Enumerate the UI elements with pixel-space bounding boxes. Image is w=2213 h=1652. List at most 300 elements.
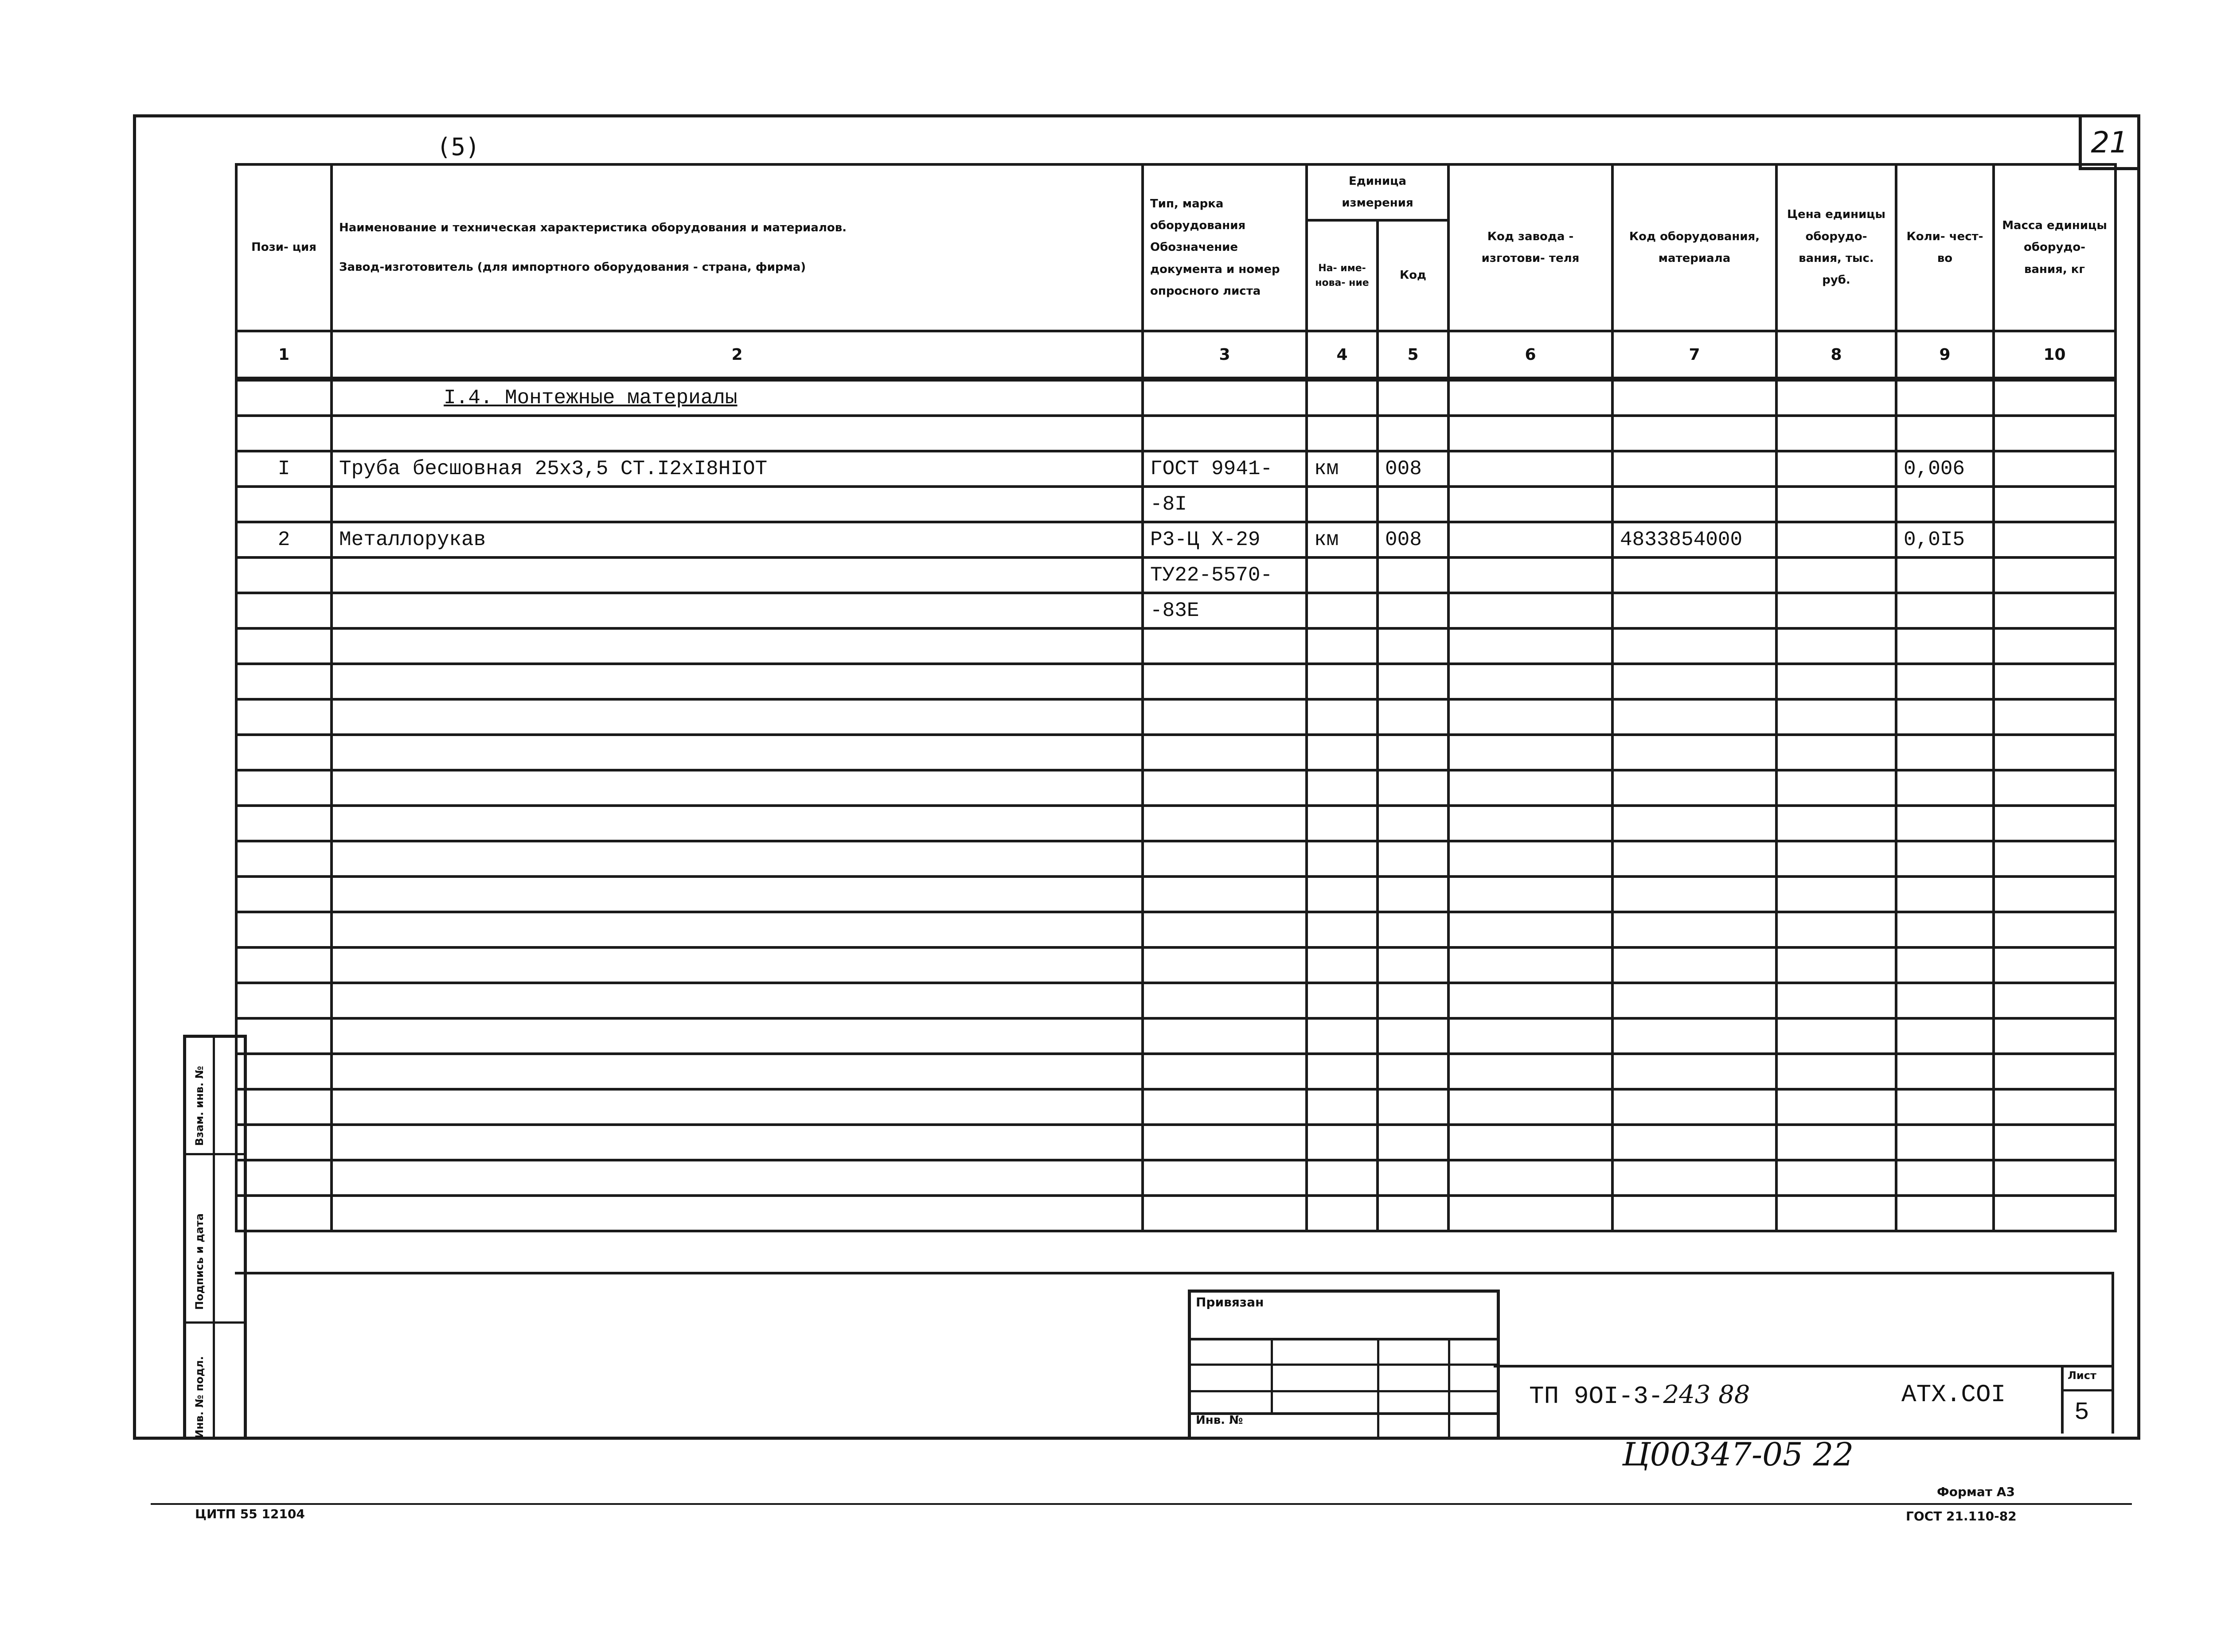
table-cell-pos: [236, 416, 332, 451]
table-cell-price: [1776, 451, 1896, 487]
table-cell-code: [1378, 947, 1448, 983]
table-cell-maker: [1448, 664, 1612, 699]
table-cell-qty: [1896, 1160, 1994, 1196]
table-cell-name: [332, 557, 1143, 593]
table-cell-doc: [1143, 841, 1307, 877]
table-cell-unit: [1307, 1054, 1378, 1089]
side-divider: [186, 1153, 244, 1155]
header-position: Пози- ция: [236, 164, 332, 331]
table-row: [236, 522, 2115, 557]
table-cell-unit: [1307, 628, 1378, 664]
table-cell-equip: [1612, 841, 1776, 877]
table-row: [236, 699, 2115, 735]
table-cell-pos: [236, 1018, 332, 1054]
table-cell-pos: [236, 806, 332, 841]
stamp-title: Привязан: [1196, 1295, 1264, 1309]
table-cell-price: [1776, 557, 1896, 593]
table-cell-maker: [1448, 735, 1612, 770]
table-cell-code: [1378, 877, 1448, 912]
table-cell-equip: [1612, 1196, 1776, 1231]
table-cell-mass: [1994, 1160, 2115, 1196]
table-cell-qty: [1896, 1018, 1994, 1054]
table-cell-equip: [1612, 1160, 1776, 1196]
table-cell-code: 008: [1378, 451, 1448, 487]
table-cell-code: [1378, 1089, 1448, 1125]
table-cell-equip: [1612, 770, 1776, 806]
table-cell-mass: [1994, 557, 2115, 593]
table-cell-price: [1776, 841, 1896, 877]
table-row: [236, 877, 2115, 912]
table-cell-pos: [236, 841, 332, 877]
table-cell-equip: [1612, 487, 1776, 522]
table-cell-mass: [1994, 416, 2115, 451]
table-cell-doc: [1143, 1089, 1307, 1125]
table-cell-pos: [236, 735, 332, 770]
table-cell-qty: [1896, 699, 1994, 735]
table-cell-doc: [1143, 806, 1307, 841]
table-cell-code: [1378, 1160, 1448, 1196]
table-cell-doc: [1143, 379, 1307, 416]
col-number: 4: [1307, 331, 1378, 379]
table-cell-pos: [236, 699, 332, 735]
table-cell-price: [1776, 1054, 1896, 1089]
table-cell-name: [332, 983, 1143, 1018]
table-cell-maker: [1448, 593, 1612, 628]
table-cell-pos: [236, 557, 332, 593]
table-cell-equip: [1612, 664, 1776, 699]
table-cell-pos: [236, 487, 332, 522]
col-number: 8: [1776, 331, 1896, 379]
table-row: [236, 379, 2115, 416]
table-cell-doc: [1143, 770, 1307, 806]
col-number: 6: [1448, 331, 1612, 379]
table-cell-qty: [1896, 664, 1994, 699]
table-cell-pos: [236, 664, 332, 699]
col-number: 10: [1994, 331, 2115, 379]
table-cell-doc: [1143, 1054, 1307, 1089]
table-cell-maker: [1448, 1089, 1612, 1125]
table-cell-mass: [1994, 593, 2115, 628]
table-cell-maker: [1448, 877, 1612, 912]
table-cell-mass: [1994, 877, 2115, 912]
table-row: [236, 593, 2115, 628]
table-cell-pos: [236, 1089, 332, 1125]
table-cell-code: [1378, 1125, 1448, 1160]
table-cell-price: [1776, 628, 1896, 664]
header-type-brand: Тип, марка оборудования Обозначение документа и номер опросного листа: [1143, 164, 1307, 331]
table-cell-maker: [1448, 841, 1612, 877]
table-cell-mass: [1994, 1196, 2115, 1231]
table-cell-maker: [1448, 947, 1612, 983]
table-cell-doc: [1143, 912, 1307, 947]
table-cell-doc: [1143, 699, 1307, 735]
table-cell-doc: [1143, 1160, 1307, 1196]
table-cell-price: [1776, 806, 1896, 841]
table-cell-equip: [1612, 877, 1776, 912]
table-cell-name: [332, 628, 1143, 664]
table-cell-name: [332, 1160, 1143, 1196]
table-cell-pos: [236, 1054, 332, 1089]
table-cell-equip: [1612, 912, 1776, 947]
table-cell-maker: [1448, 451, 1612, 487]
header-name-line1: Наименование и техническая характеристика оборудования и материалов.: [339, 221, 847, 234]
table-cell-code: [1378, 841, 1448, 877]
table-cell-code: [1378, 770, 1448, 806]
table-cell-doc: [1143, 877, 1307, 912]
table-cell-maker: [1448, 522, 1612, 557]
table-cell-mass: [1994, 664, 2115, 699]
table-cell-equip: [1612, 1018, 1776, 1054]
table-cell-mass: [1994, 983, 2115, 1018]
header-qty: Коли- чест- во: [1896, 164, 1994, 331]
col-number: 1: [236, 331, 332, 379]
sheet-mark: (5): [437, 133, 480, 161]
table-cell-pos: [236, 379, 332, 416]
bottom-separator: [235, 1272, 2114, 1274]
table-cell-name: [332, 947, 1143, 983]
table-cell-mass: [1994, 947, 2115, 983]
table-row: [236, 451, 2115, 487]
table-cell-name: [332, 487, 1143, 522]
table-cell-equip: [1612, 1054, 1776, 1089]
header-equip-code: Код оборудования, материала: [1612, 164, 1776, 331]
table-cell-mass: [1994, 699, 2115, 735]
table-cell-code: [1378, 593, 1448, 628]
stamp-inventory-label: Инв. №: [1196, 1414, 1243, 1427]
table-cell-maker: [1448, 1018, 1612, 1054]
table-cell-price: [1776, 664, 1896, 699]
format-note: Формат А3: [1937, 1484, 2015, 1499]
table-cell-price: [1776, 522, 1896, 557]
table-cell-price: [1776, 912, 1896, 947]
table-cell-pos: [236, 1125, 332, 1160]
table-cell-code: [1378, 1018, 1448, 1054]
table-cell-qty: [1896, 770, 1994, 806]
table-cell-price: [1776, 1089, 1896, 1125]
table-cell-price: [1776, 735, 1896, 770]
table-cell-name: [332, 699, 1143, 735]
footer-left-code: ЦИТП 55 12104: [195, 1507, 305, 1521]
table-cell-doc: -83Е: [1143, 593, 1307, 628]
table-cell-equip: [1612, 416, 1776, 451]
table-cell-equip: [1612, 699, 1776, 735]
table-cell-code: [1378, 628, 1448, 664]
table-row: [236, 947, 2115, 983]
table-cell-unit: [1307, 1018, 1378, 1054]
table-cell-maker: [1448, 1160, 1612, 1196]
table-cell-name: [332, 735, 1143, 770]
table-cell-pos: [236, 1196, 332, 1231]
table-cell-unit: [1307, 416, 1378, 451]
table-cell-equip: [1612, 451, 1776, 487]
table-cell-maker: [1448, 487, 1612, 522]
table-row: [236, 983, 2115, 1018]
table-cell-equip: [1612, 983, 1776, 1018]
stamp-line: [1271, 1338, 1273, 1412]
table-cell-unit: [1307, 841, 1378, 877]
header-mass: Масса единицы оборудо- вания, кг: [1994, 164, 2115, 331]
table-cell-unit: [1307, 593, 1378, 628]
header-unit-name: На- име- нова- ние: [1307, 220, 1378, 331]
table-cell-price: [1776, 947, 1896, 983]
table-cell-qty: [1896, 1196, 1994, 1231]
table-cell-name: [332, 1018, 1143, 1054]
doc-code-handwritten: 243 88: [1663, 1380, 1750, 1409]
table-cell-price: [1776, 770, 1896, 806]
table-cell-qty: [1896, 487, 1994, 522]
table-cell-price: [1776, 487, 1896, 522]
table-cell-price: [1776, 416, 1896, 451]
table-cell-price: [1776, 379, 1896, 416]
title-block-sheet-divider: [2061, 1389, 2114, 1391]
table-cell-unit: [1307, 379, 1378, 416]
table-cell-mass: [1994, 1125, 2115, 1160]
header-unit-code: Код: [1378, 220, 1448, 331]
table-cell-mass: [1994, 841, 2115, 877]
table-cell-qty: 0,0I5: [1896, 522, 1994, 557]
handwritten-number: Ц00347-05 22: [1622, 1436, 1854, 1473]
column-number-row: [236, 331, 2115, 379]
table-cell-unit: [1307, 664, 1378, 699]
table-row: [236, 664, 2115, 699]
table-cell-code: [1378, 379, 1448, 416]
table-cell-pos: [236, 947, 332, 983]
table-cell-code: [1378, 699, 1448, 735]
header-unit-group: Единица измерения: [1307, 164, 1448, 220]
table-cell-doc: [1143, 664, 1307, 699]
table-cell-maker: [1448, 699, 1612, 735]
table-cell-name: [332, 806, 1143, 841]
header-name: [332, 164, 1143, 331]
table-cell-pos: [236, 912, 332, 947]
stamp-line: [1191, 1390, 1497, 1392]
table-cell-equip: [1612, 1089, 1776, 1125]
table-cell-pos: [236, 593, 332, 628]
table-cell-price: [1776, 1160, 1896, 1196]
table-cell-name: [332, 1196, 1143, 1231]
table-cell-doc: [1143, 983, 1307, 1018]
table-cell-doc: -8I: [1143, 487, 1307, 522]
sheet-label: Лист: [2068, 1369, 2096, 1382]
table-cell-maker: [1448, 983, 1612, 1018]
table-cell-code: [1378, 1196, 1448, 1231]
table-cell-code: [1378, 806, 1448, 841]
document-code: [1529, 1380, 1750, 1410]
table-cell-maker: [1448, 912, 1612, 947]
table-cell-unit: [1307, 770, 1378, 806]
table-cell-pos: 2: [236, 522, 332, 557]
table-cell-unit: [1307, 699, 1378, 735]
table-cell-price: [1776, 1196, 1896, 1231]
side-stamp-strip: [183, 1035, 247, 1440]
table-row: [236, 735, 2115, 770]
table-cell-maker: [1448, 1125, 1612, 1160]
table-row: [236, 1160, 2115, 1196]
table-cell-name: Металлорукав: [332, 522, 1143, 557]
table-cell-maker: [1448, 379, 1612, 416]
table-cell-name: [332, 841, 1143, 877]
side-inner-line: [213, 1038, 215, 1437]
bottom-right-border: [2112, 1272, 2114, 1434]
table-cell-doc: [1143, 735, 1307, 770]
table-cell-unit: [1307, 806, 1378, 841]
table-cell-price: [1776, 1125, 1896, 1160]
table-cell-name: I.4. Монтежные материалы: [332, 379, 1143, 416]
gost-note: ГОСТ 21.110-82: [1906, 1509, 2017, 1523]
header-row-1: [236, 164, 2115, 220]
table-cell-unit: [1307, 557, 1378, 593]
table-row: [236, 806, 2115, 841]
table-cell-unit: [1307, 983, 1378, 1018]
specification-body: [236, 379, 2115, 1231]
table-cell-unit: км: [1307, 522, 1378, 557]
table-cell-equip: [1612, 379, 1776, 416]
stamp-line: [1377, 1338, 1379, 1437]
table-cell-mass: [1994, 1089, 2115, 1125]
stamp-line: [1191, 1338, 1497, 1340]
table-cell-qty: [1896, 983, 1994, 1018]
table-cell-maker: [1448, 416, 1612, 451]
table-cell-name: [332, 770, 1143, 806]
table-cell-mass: [1994, 522, 2115, 557]
table-cell-mass: [1994, 628, 2115, 664]
table-row: [236, 1125, 2115, 1160]
table-cell-code: [1378, 487, 1448, 522]
table-cell-mass: [1994, 379, 2115, 416]
title-block-top: [1494, 1365, 2114, 1368]
table-cell-code: [1378, 912, 1448, 947]
table-cell-pos: [236, 770, 332, 806]
table-cell-pos: [236, 1160, 332, 1196]
table-row: [236, 912, 2115, 947]
table-cell-unit: [1307, 1196, 1378, 1231]
table-cell-mass: [1994, 451, 2115, 487]
table-cell-qty: [1896, 416, 1994, 451]
table-cell-qty: 0,006: [1896, 451, 1994, 487]
stamp-line: [1191, 1364, 1497, 1366]
document-series: АТХ.СОI: [1901, 1380, 2006, 1409]
table-cell-code: [1378, 983, 1448, 1018]
table-cell-qty: [1896, 557, 1994, 593]
table-cell-name: Труба бесшовная 25х3,5 СТ.I2хI8НIОТ: [332, 451, 1143, 487]
table-cell-price: [1776, 983, 1896, 1018]
table-row: [236, 557, 2115, 593]
table-cell-maker: [1448, 557, 1612, 593]
table-cell-qty: [1896, 628, 1994, 664]
table-row: [236, 1018, 2115, 1054]
header-price: Цена единицы оборудо- вания, тыс. руб.: [1776, 164, 1896, 331]
table-cell-equip: [1612, 806, 1776, 841]
table-cell-code: [1378, 664, 1448, 699]
table-cell-name: [332, 1054, 1143, 1089]
table-cell-unit: [1307, 912, 1378, 947]
footer-line: [151, 1503, 2132, 1505]
table-row: [236, 487, 2115, 522]
table-cell-price: [1776, 593, 1896, 628]
table-cell-unit: [1307, 947, 1378, 983]
col-number: 2: [332, 331, 1143, 379]
title-block-divider: [2061, 1365, 2064, 1434]
table-cell-mass: [1994, 912, 2115, 947]
table-cell-mass: [1994, 1018, 2115, 1054]
table-cell-unit: км: [1307, 451, 1378, 487]
table-cell-qty: [1896, 877, 1994, 912]
table-cell-price: [1776, 699, 1896, 735]
table-cell-equip: [1612, 593, 1776, 628]
table-cell-pos: [236, 983, 332, 1018]
table-cell-maker: [1448, 770, 1612, 806]
table-cell-mass: [1994, 770, 2115, 806]
side-field-original-inv: Инв. № подл.: [193, 1356, 206, 1438]
table-cell-unit: [1307, 487, 1378, 522]
table-cell-doc: [1143, 947, 1307, 983]
table-cell-mass: [1994, 806, 2115, 841]
table-cell-pos: [236, 877, 332, 912]
table-cell-name: [332, 912, 1143, 947]
col-number: 9: [1896, 331, 1994, 379]
table-row: [236, 416, 2115, 451]
table-cell-mass: [1994, 735, 2115, 770]
table-cell-qty: [1896, 1054, 1994, 1089]
table-cell-equip: [1612, 1125, 1776, 1160]
table-cell-qty: [1896, 593, 1994, 628]
table-cell-pos: [236, 628, 332, 664]
side-field-signature: Подпись и дата: [193, 1213, 206, 1310]
side-field-replace-inv: Взам. инв. №: [193, 1066, 206, 1146]
table-row: [236, 770, 2115, 806]
table-cell-code: 008: [1378, 522, 1448, 557]
col-number: 7: [1612, 331, 1776, 379]
table-row: [236, 1089, 2115, 1125]
table-cell-mass: [1994, 487, 2115, 522]
table-cell-qty: [1896, 379, 1994, 416]
table-cell-doc: [1143, 628, 1307, 664]
table-cell-qty: [1896, 947, 1994, 983]
table-cell-unit: [1307, 1125, 1378, 1160]
table-cell-equip: [1612, 735, 1776, 770]
table-cell-doc: Р3-Ц Х-29: [1143, 522, 1307, 557]
table-cell-name: [332, 664, 1143, 699]
table-cell-qty: [1896, 841, 1994, 877]
table-cell-name: [332, 593, 1143, 628]
doc-code-prefix: ТП 9ОI-3-: [1529, 1382, 1663, 1410]
table-cell-name: [332, 877, 1143, 912]
table-cell-maker: [1448, 806, 1612, 841]
table-cell-qty: [1896, 1125, 1994, 1160]
table-cell-qty: [1896, 735, 1994, 770]
table-row: [236, 628, 2115, 664]
table-cell-unit: [1307, 735, 1378, 770]
table-cell-name: [332, 416, 1143, 451]
table-cell-equip: [1612, 947, 1776, 983]
table-cell-price: [1776, 1018, 1896, 1054]
table-row: [236, 1054, 2115, 1089]
table-cell-name: [332, 1125, 1143, 1160]
table-cell-unit: [1307, 877, 1378, 912]
table-cell-equip: [1612, 628, 1776, 664]
table-cell-doc: ТУ22-5570-: [1143, 557, 1307, 593]
table-row: [236, 841, 2115, 877]
table-cell-doc: [1143, 416, 1307, 451]
table-row: [236, 1196, 2115, 1231]
table-cell-qty: [1896, 806, 1994, 841]
table-cell-code: [1378, 1054, 1448, 1089]
table-cell-doc: [1143, 1125, 1307, 1160]
table-cell-maker: [1448, 1054, 1612, 1089]
table-cell-code: [1378, 557, 1448, 593]
table-cell-code: [1378, 416, 1448, 451]
page-number: 21: [2079, 114, 2140, 170]
